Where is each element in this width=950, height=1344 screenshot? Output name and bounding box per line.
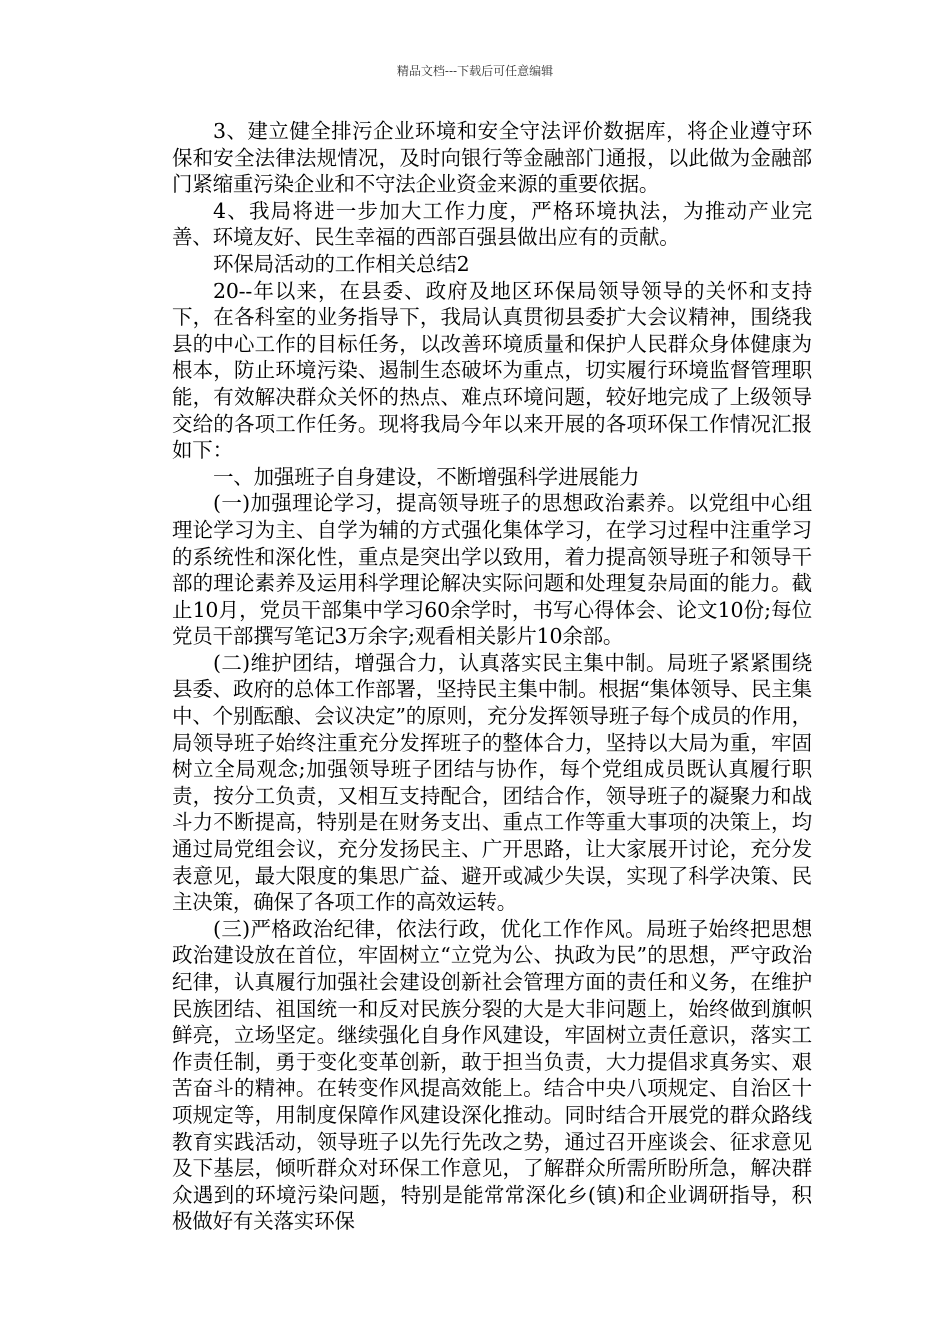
paragraph-item-3: 3、建立健全排污企业环境和安全守法评价数据库，将企业遵守环保和安全法律法规情况，及时向银行等金融部门通报，以此做为金融部门紧缩重污染企业和不守法企业资金来源的重要依据。 [172,119,812,197]
section-title: 环保局活动的工作相关总结2 [213,251,470,276]
page-header: 精品文档---下载后可任意编辑 [396,64,554,78]
paragraph-intro: 20--年以来，在县委、政府及地区环保局领导领导的关怀和支持下，在各科室的业务指导下，我局认真贯彻县委扩大会议精神，围绕我县的中心工作的目标任务，以改善环境质量和保护人民群众身体健康为根本，防止环境污染、遏制生态破坏为重点，切实履行环境监督管理职能，有效解决群众关怀的热点、难点环境问题，较好地完成了上级领导交给的各项工作任务。现将我局今年以来开展的各项环保工作情况汇报如下： [172,278,812,463]
paragraph-subsection-3: (三)严格政治纪律，依法行政，优化工作作风。局班子始终把思想政治建设放在首位，牢固树立“立党为公、执政为民”的思想，严守政治纪律，认真履行加强社会建设创新社会管理方面的责任和义务，在维护民族团结、祖国统一和反对民族分裂的大是大非问题上，始终做到旗帜鲜亮，立场坚定。继续强化自身作风建设，牢固树立责任意识，落实工作责任制，勇于变化变革创新，敢于担当负责，大力提倡求真务实、艰苦奋斗的精神。在转变作风提高效能上。结合中央八项规定、自治区十项规定等，用制度保障作风建设深化推动。同时结合开展党的群众路线教育实践活动，领导班子以先行先改之势，通过召开座谈会、征求意见及下基层，倾听群众对环保工作意见，了解群众所需所盼所急，解决群众遇到的环境污染问题，特别是能常常深化乡(镇)和企业调研指导，积极做好有关落实环保 [172,916,812,1234]
document-body [172,118,812,1235]
paragraph-item-4: 4、我局将进一步加大工作力度，严格环境执法，为推动产业完善、环境友好、民生幸福的西部百强县做出应有的贡献。 [172,198,812,250]
section-heading-1: 一、加强班子自身建设，不断增强科学进展能力 [213,464,640,489]
paragraph-subsection-1: (一)加强理论学习，提高领导班子的思想政治素养。以党组中心组理论学习为主、自学为辅的方式强化集体学习，在学习过程中注重学习的系统性和深化性，重点是突出学以致用，着力提高领导班子和领导干部的理论素养及运用科学理论解决实际问题和处理复杂局面的能力。截止10月，党员干部集中学习60余学时，书写心得体会、论文10份;每位党员干部撰写笔记3万余字;观看相关影片10余部。 [172,491,812,649]
paragraph-subsection-2: (二)维护团结，增强合力，认真落实民主集中制。局班子紧紧围绕县委、政府的总体工作部署，坚持民主集中制。根据“集体领导、民主集中、个别酝酿、会议决定”的原则，充分发挥领导班子每个成员的作用，局领导班子始终注重充分发挥班子的整体合力，坚持以大局为重，牢固树立全局观念;加强领导班子团结与协作，每个党组成员既认真履行职责，按分工负责，又相互支持配合，团结合作，领导班子的凝聚力和战斗力不断提高，特别是在财务支出、重点工作等重大事项的决策上，均通过局党组会议，充分发扬民主、广开思路，让大家展开讨论，充分发表意见，最大限度的集思广益、避开或减少失误，实现了科学决策、民主决策，确保了各项工作的高效运转。 [172,650,812,915]
